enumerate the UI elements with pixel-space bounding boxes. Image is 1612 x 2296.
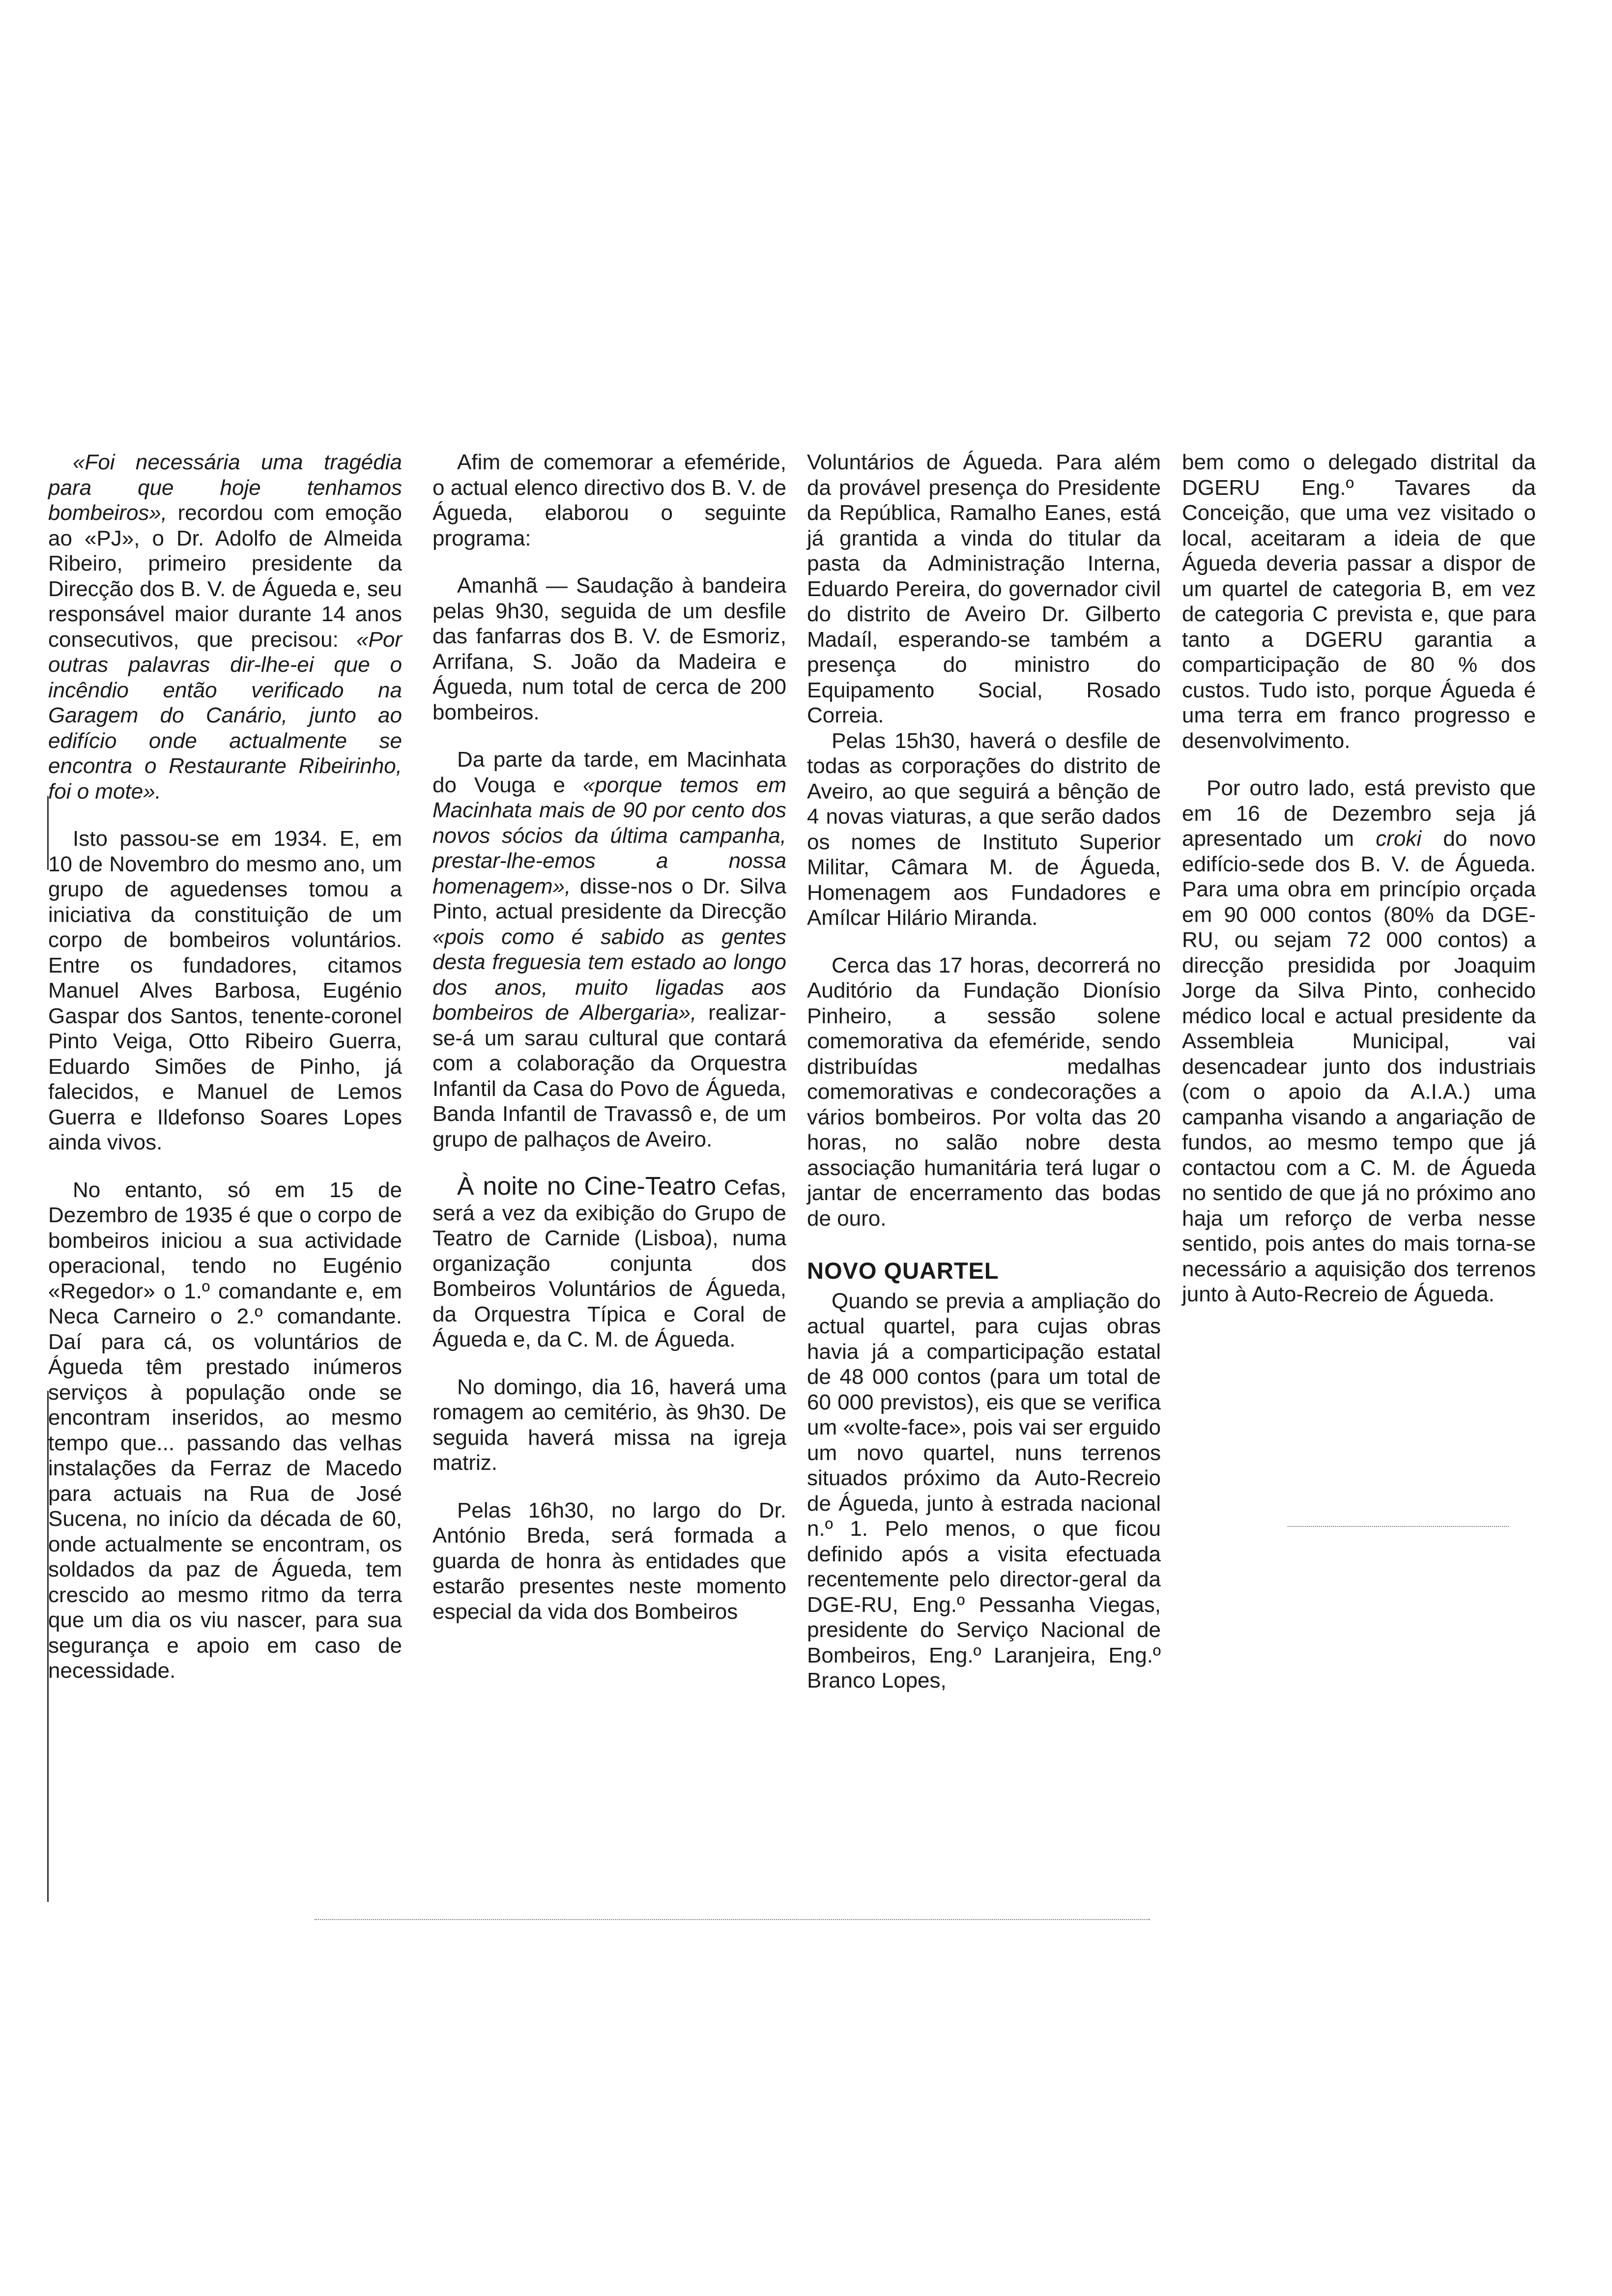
quote: «Foi necessária uma tragédia para que hoje tenhamos bombeiros», <box>48 450 402 525</box>
article-column-4 <box>1182 450 1536 1307</box>
paragraph: No domingo, dia 16, haverá uma romagem ao cemitério, às 9h30. De seguida haverá missa na igreja matriz. <box>432 1375 786 1475</box>
paragraph-text: Por outro lado, está previsto que em 16 de Dezembro seja já apresentado um <box>1182 776 1536 851</box>
section-heading: NOVO QUARTEL <box>807 1258 999 1284</box>
paragraph-text: do novo edifício-sede dos B. V. de Águeda. Para uma obra em princípio orçada em 90 000 contos (80% da DGE-RU, ou sejam 72 000 contos) a direcção presidida por Joaquim Jorge da Silva Pinto, conhecido médico local e actual presidente da Assembleia Municipal, vai desencadear junto dos industriais (com o apoio da A.I.A.) uma campanha visando a angariação de fundos, ao mesmo tempo que já contactou com a C. M. de Águeda no sentido de que já no próximo ano haja um reforço de verba nesse sentido, pois antes do mais torna-se necessário a aquisição dos terrenos junto à Auto-Recreio de Águeda. <box>1182 827 1536 1306</box>
paragraph-text: recordou com emoção ao «PJ», o Dr. Adolfo de Almeida Ribeiro, primeiro presidente da Direcção dos B. V. de Águeda e, seu responsável maior durante 14 anos consecutivos, que precisou: <box>48 501 402 652</box>
paragraph: Afim de comemorar a efeméride, o actual elenco directivo dos B. V. de Águeda, elaborou o seguinte programa: <box>432 450 786 550</box>
paragraph-text: Da parte da tarde, em Macinhata do Vouga e <box>432 747 786 797</box>
paragraph-text: realizar-se-á um sarau cultural que contará com a colaboração da Orquestra Infantil da Casa do Povo de Águeda, Banda Infantil de Travassô e, de um grupo de palhaços de Aveiro. <box>432 1001 786 1151</box>
quote: «porque temos em Macinhata mais de 90 por cento dos novos sócios da última campanha, prestar-lhe-emos a nossa homenagem», <box>432 773 787 898</box>
article-column-1 <box>48 450 402 1684</box>
quote: «pois como é sabido as gentes desta freguesia tem estado ao longo dos anos, muito ligadas aos bombeiros de Albergaria», <box>432 924 786 1025</box>
run-in-lead: À noite no Cine-Teatro <box>457 1172 717 1201</box>
paragraph: Amanhã — Saudação à bandeira pelas 9h30, seguida de um desfile das fanfarras dos B. V. de Esmoriz, Arrifana, S. João da Madeira e Águeda, num total de cerca de 200 bombeiros. <box>432 574 786 724</box>
scan-edge-mark <box>1288 1526 1509 1527</box>
paragraph: Quando se previa a ampliação do actual quartel, para cujas obras havia já a comparticipação estatal de 48 000 contos (para um total de 60 000 previstos), eis que se verifica um «volte-face», pois vai ser erguido um novo quartel, nuns terrenos situados próximo da Auto-Recreio de Águeda, junto à estrada nacional n.º 1. Pelo menos, o que ficou definido após a visita efectuada recentemente pelo director-geral da DGE-RU, Eng.º Pessanha Viegas, presidente do Serviço Nacional de Bombeiros, Eng.º Laranjeira, Eng.º Branco Lopes, <box>807 1289 1161 1693</box>
scan-margin-mark <box>47 796 49 870</box>
paragraph-text: Cefas, será a vez da exibição do Grupo de Teatro de Carnide (Lisboa), numa organização conjunta dos Bombeiros Voluntários de Águeda, da Orquestra Típica e Coral de Águeda e, da C. M. de Águeda. <box>432 1176 786 1351</box>
paragraph: Pelas 16h30, no largo do Dr. António Breda, será formada a guarda de honra às entidades que estarão presentes neste momento especial da vida dos Bombeiros <box>432 1498 786 1624</box>
scan-edge-mark <box>315 1919 1150 1920</box>
paragraph: Pelas 15h30, haverá o desfile de todas as corporações do distrito de Aveiro, ao que seguirá a bênção de 4 novas viaturas, a que serão dados os nomes de Instituto Superior Militar, Câmara M. de Águeda, Homenagem aos Fundadores e Amílcar Hilário Miranda. <box>807 728 1161 930</box>
paragraph: Voluntários de Águeda. Para além da provável presença do Presidente da República, Ramalho Eanes, está já grantida a vinda do titular da pasta da Administração Interna, Eduardo Pereira, do governador civil do distrito de Aveiro Dr. Gilberto Madaíl, esperando-se também a presença do ministro do Equipamento Social, Rosado Correia. <box>807 450 1161 727</box>
paragraph: bem como o delegado distrital da DGERU Eng.º Tavares da Conceição, que uma vez visitado o local, aceitaram a ideia de que Águeda deveria passar a dispor de um quartel de categoria B, em vez de categoria C prevista e, que para tanto a DGERU garantia a comparticipação de 80 % dos custos. Tudo isto, porque Águeda é uma terra em franco progresso e desenvolvimento. <box>1182 450 1536 753</box>
scan-margin-mark <box>47 1391 49 1902</box>
paragraph: Isto passou-se em 1934. E, em 10 de Novembro do mesmo ano, um grupo de aguedenses tomou a iniciativa da constituição de um corpo de bombeiros voluntários. Entre os fundadores, citamos Manuel Alves Barbosa, Eugénio Gaspar dos Santos, tenente-coronel Pinto Veiga, Otto Ribeiro Guerra, Eduardo Simões de Pinho, já falecidos, e Manuel de Lemos Guerra e Ildefonso Soares Lopes ainda vivos. <box>48 827 402 1154</box>
article-column-2 <box>432 450 786 1624</box>
quote: «Por outras palavras dir-lhe-ei que o incêndio então verificado na Garagem do Canário, junto ao edifício onde actualmente se encontra o Restaurante Ribeirinho, foi o mote». <box>48 627 402 804</box>
emphasis: croki <box>1376 827 1422 851</box>
paragraph <box>432 1174 786 1352</box>
article-column-3 <box>807 450 1161 1693</box>
paragraph: No entanto, só em 15 de Dezembro de 1935 é que o corpo de bombeiros iniciou a sua actividade operacional, tendo no Eugénio «Regedor» o 1.º comandante e, em Neca Carneiro o 2.º comandante. Daí para cá, os voluntários de Águeda têm prestado inúmeros serviços à população onde se encontram inseridos, ao mesmo tempo que... passando das velhas instalações da Ferraz de Macedo para actuais na Rua de José Sucena, no início da década de 60, onde actualmente se encontram, os soldados da paz de Águeda, tem crescido ao mesmo ritmo da terra que um dia os viu nascer, para sua segurança e apoio em caso de necessidade. <box>48 1177 402 1683</box>
paragraph-text: disse-nos o Dr. Silva Pinto, actual presidente da Direcção <box>432 874 786 923</box>
paragraph: Cerca das 17 horas, decorrerá no Auditório da Fundação Dionísio Pinheiro, a sessão solene comemorativa da efeméride, sendo distribuídas medalhas comemorativas e condecorações a vários bombeiros. Por volta das 20 horas, no salão nobre desta associação humanitária terá lugar o jantar de encerramento das bodas de ouro. <box>807 953 1161 1231</box>
paragraph <box>1182 775 1536 1307</box>
paragraph <box>432 747 786 1152</box>
paragraph <box>48 450 402 804</box>
